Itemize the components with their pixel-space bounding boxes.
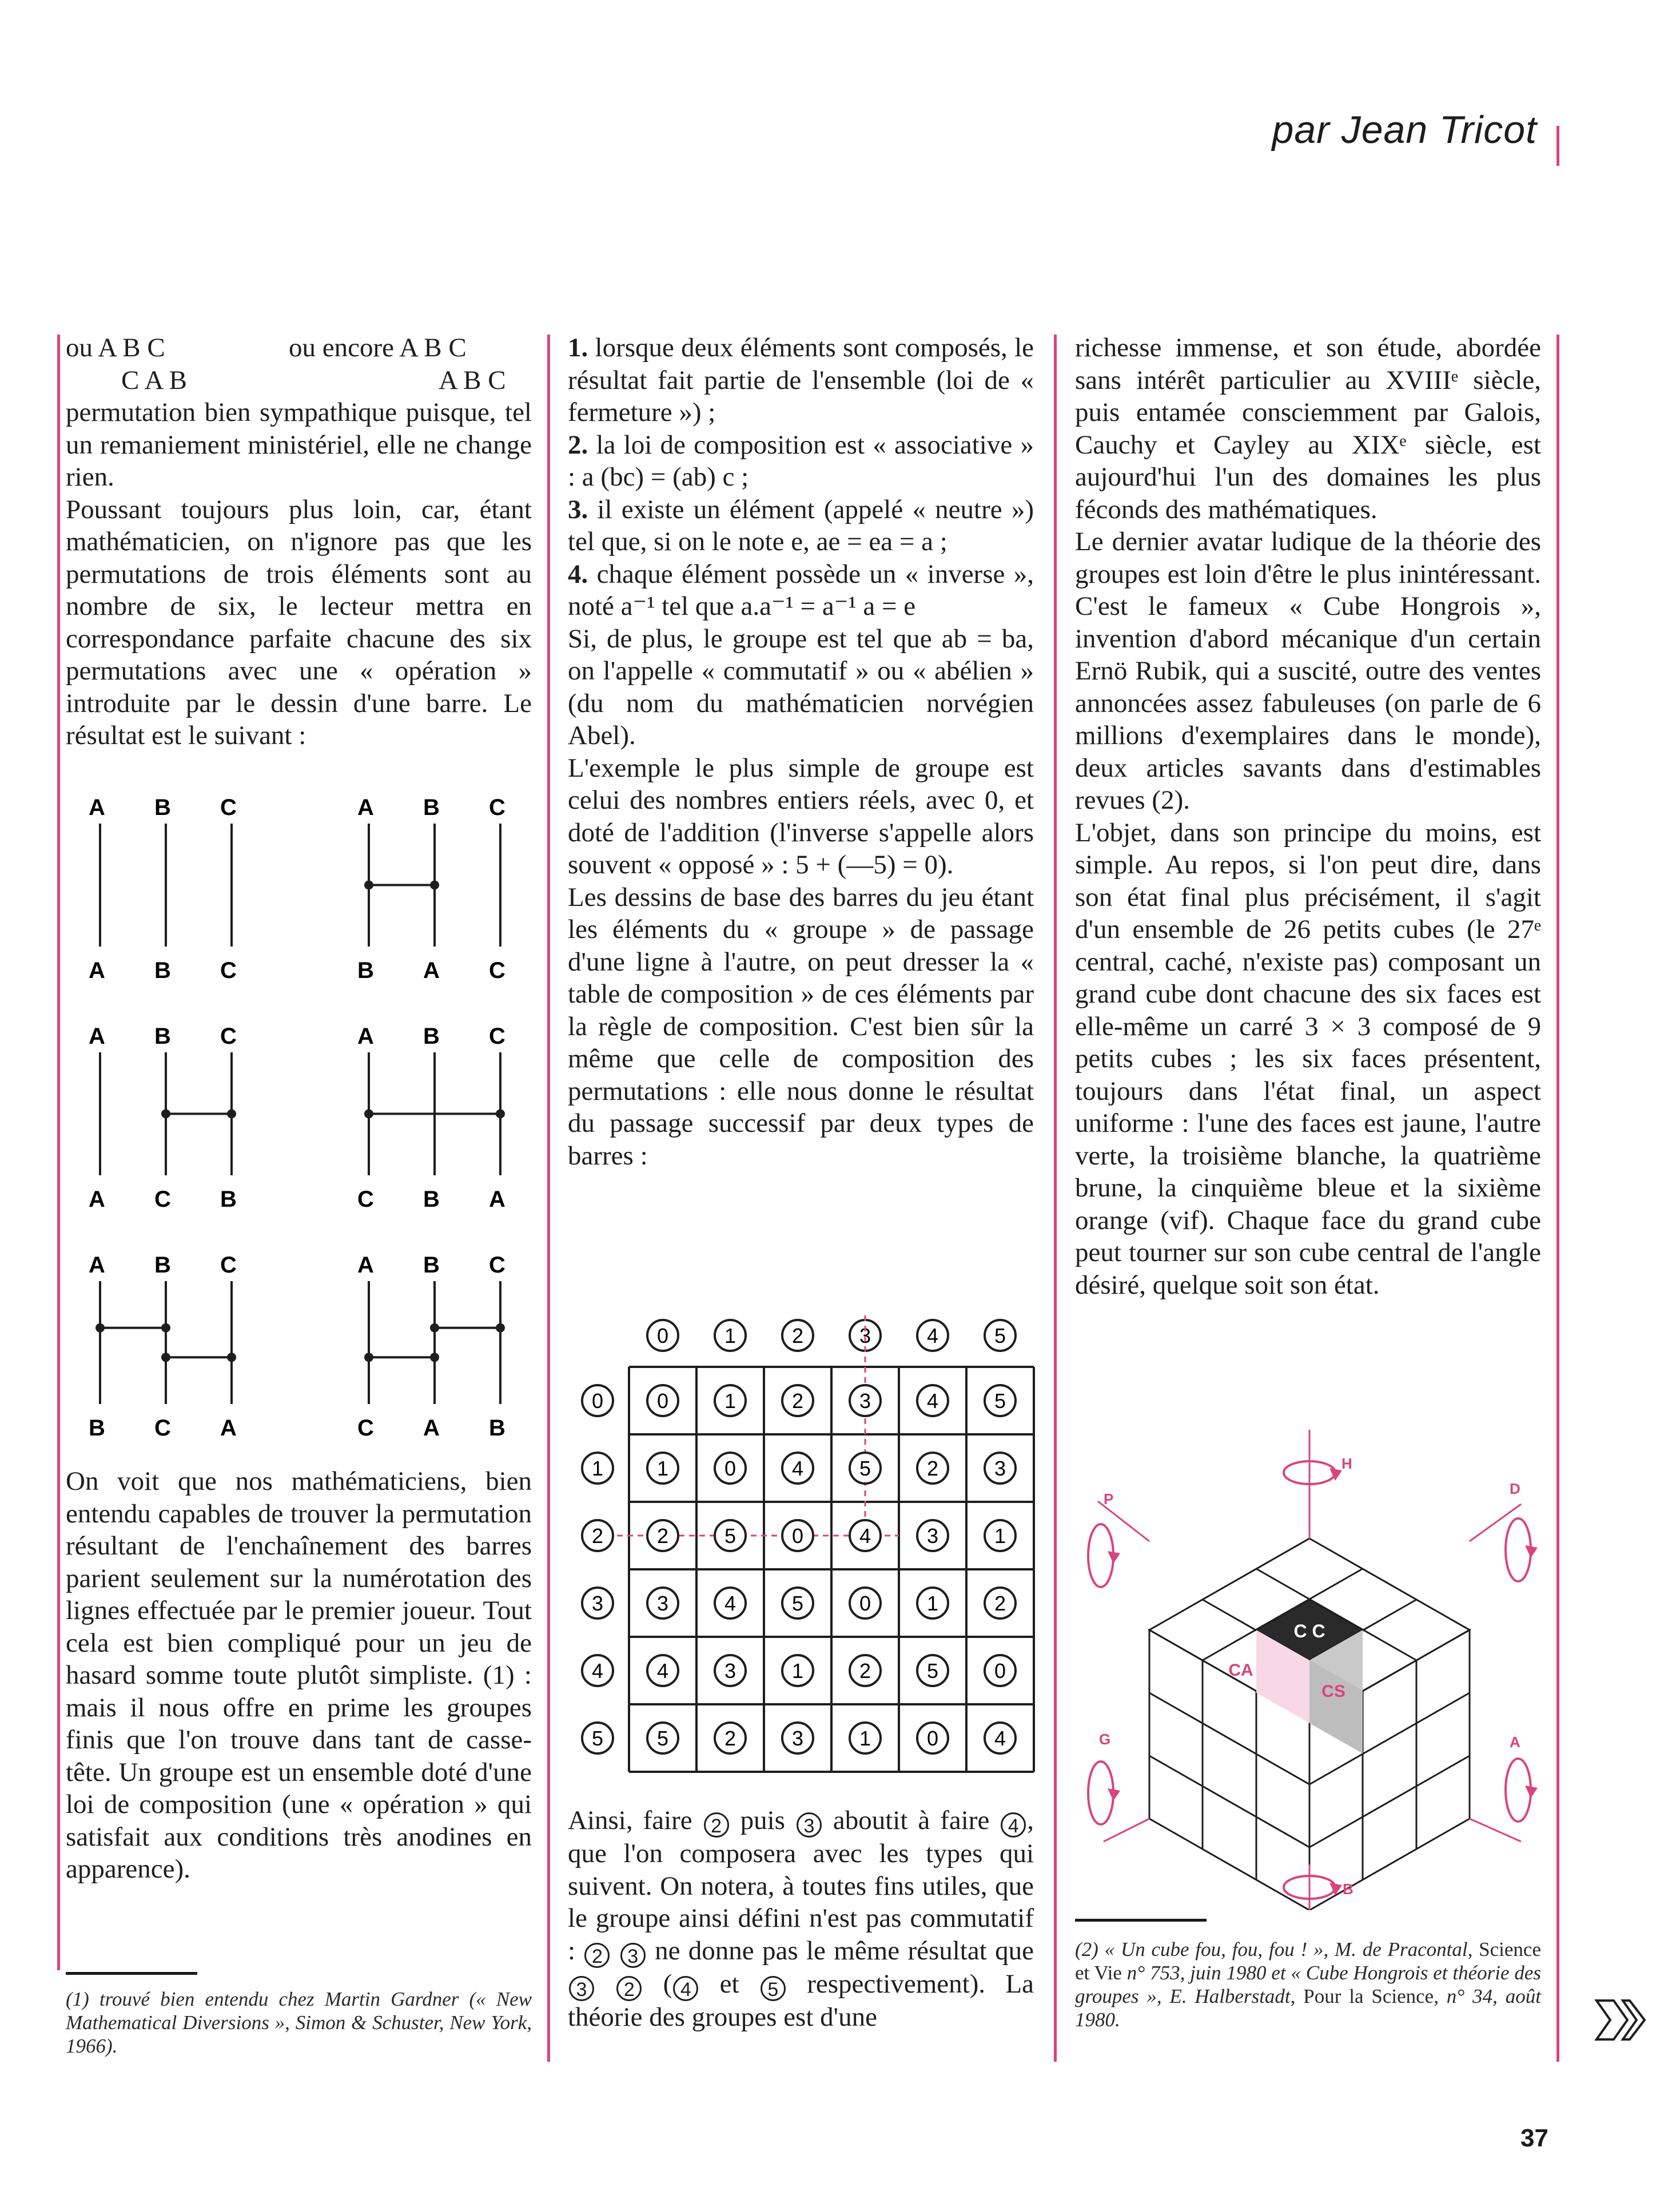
svg-text:4: 4 — [926, 1324, 939, 1347]
list-num: 2. — [568, 430, 588, 460]
circled-number: 3 — [797, 1812, 822, 1838]
table-row-label — [582, 1453, 613, 1484]
table-cell — [850, 1723, 881, 1753]
composition-table — [566, 1310, 1046, 1802]
table-cell — [647, 1385, 678, 1416]
svg-text:G: G — [1099, 1731, 1111, 1748]
circled-number: 3 — [620, 1943, 646, 1968]
svg-text:1: 1 — [724, 1324, 737, 1347]
svg-text:5: 5 — [724, 1524, 737, 1548]
svg-text:5: 5 — [994, 1389, 1006, 1413]
list-text: chaque élément possède un « inverse », noté a⁻¹ tel que a.a⁻¹ = a⁻¹ a = e — [568, 559, 1034, 621]
svg-text:3: 3 — [859, 1389, 871, 1413]
perm-top-label: A — [89, 1252, 105, 1278]
svg-text:5: 5 — [859, 1457, 871, 1480]
table-cell — [782, 1520, 813, 1551]
perm-top-label: B — [154, 795, 171, 820]
perm-bottom-label: A — [489, 1187, 505, 1212]
table-cell — [715, 1588, 746, 1619]
svg-text:2: 2 — [791, 1389, 804, 1413]
bar-dot — [227, 1353, 236, 1362]
permutation-diagram — [357, 1252, 505, 1441]
table-cell — [782, 1588, 813, 1619]
circled-number: 4 — [1001, 1812, 1026, 1838]
abc-text: ou encore A B C — [289, 333, 467, 363]
author-byline: par Jean Tricot — [1272, 108, 1537, 152]
svg-text:1: 1 — [994, 1524, 1006, 1548]
table-row-label — [582, 1723, 613, 1753]
bar-dot — [364, 1110, 373, 1119]
table-cell — [850, 1588, 881, 1619]
bar-dot — [161, 1323, 170, 1333]
svg-text:D: D — [1510, 1480, 1520, 1497]
perm-bottom-label: A — [423, 1415, 440, 1441]
cube-label-cs: CS — [1321, 1682, 1345, 1701]
perm-top-label: A — [357, 1252, 374, 1278]
svg-text:0: 0 — [994, 1659, 1006, 1683]
perm-bottom-label: C — [154, 1415, 171, 1441]
table-cell — [917, 1588, 948, 1619]
perm-bottom-label: C — [357, 1187, 374, 1212]
circled-number: 3 — [569, 1976, 594, 2001]
paragraph: Les dessins de base des barres du jeu étant les éléments du « groupe » de passage d'une ligne à l'autre, on peut dresser la « table de composition » de ces éléments par la règle de composition. C'est bien sûr la même que celle de composition des permutations : elle nous donne le résultat du passage successif par deux types de barres : — [568, 882, 1034, 1171]
margin-rule-top — [1556, 126, 1559, 166]
footnote-rule-1 — [66, 1972, 197, 1975]
abc-line-1 — [66, 332, 532, 364]
bar-dot — [496, 1323, 505, 1333]
perm-bottom-label: B — [423, 1187, 440, 1212]
footnote-1: (1) trouvé bien entendu chez Martin Gardner (« New Mathematical Diversions », Simon & Schuster, New York, 1966). — [66, 1988, 532, 2057]
table-cell — [985, 1588, 1016, 1619]
perm-bottom-label: A — [89, 1187, 105, 1212]
svg-text:1: 1 — [926, 1592, 939, 1615]
svg-text:0: 0 — [791, 1524, 804, 1548]
rotation-arrow-g-icon — [1088, 1731, 1120, 1824]
cube-label-ca: CA — [1228, 1661, 1253, 1680]
bar-dot — [227, 1110, 236, 1119]
svg-text:3: 3 — [791, 1727, 804, 1750]
table-cell — [917, 1520, 948, 1551]
col-rule-1 — [57, 335, 60, 1970]
perm-bottom-label: C — [220, 958, 237, 983]
abc-text: A B C — [439, 365, 506, 395]
perm-top-label: C — [489, 1252, 505, 1278]
bar-dot — [364, 1353, 373, 1362]
table-cell — [715, 1520, 746, 1551]
svg-text:4: 4 — [656, 1659, 669, 1683]
table-cell — [782, 1385, 813, 1416]
paragraph: On voit que nos mathématiciens, bien entendu capables de trouver la permutation résultant de l'enchaînement des barres parient seulement sur la numérotation des lignes effectuée par le premier joueur. Tout cela est bien compliqué pour un jeu de hasard somme toute plutôt simpliste. (1) : mais il nous offre en prime les groupes finis que l'on trouve dans tant de casse-tête. Un groupe est un ensemble doté d'une loi de composition (une « opération » qui satisfait aux conditions très anodines en apparence). — [66, 1466, 532, 1884]
permutation-diagram — [357, 1024, 505, 1212]
column-1 — [66, 332, 532, 752]
perm-bottom-label: B — [220, 1187, 237, 1212]
cube-body — [1149, 1538, 1470, 1910]
paragraph: Si, de plus, le groupe est tel que ab = ba, on l'appelle « commutatif » ou « abélien » (du nom du mathématicien norvégien Abel). — [568, 623, 1034, 750]
perm-top-label: A — [89, 795, 105, 820]
svg-text:2: 2 — [656, 1524, 669, 1548]
paragraph: Ainsi, faire 2 puis 3 aboutit à faire 4 , que l'on composera avec les types qui suivent. On notera, à toutes fins utiles, que le groupe ainsi défini n'est pas commutatif : 2 3 ne donne pas le même résultat que 3 2 ( 4 et 5 respectivement). La théorie des groupes est d'une — [568, 1806, 1034, 2032]
svg-text:4: 4 — [591, 1659, 604, 1683]
abc-text: ou A B C — [66, 333, 165, 363]
svg-text:2: 2 — [724, 1727, 737, 1750]
perm-top-label: B — [154, 1024, 171, 1049]
svg-text:5: 5 — [591, 1727, 604, 1750]
rotation-arrow-p-icon — [1088, 1490, 1120, 1587]
list-num: 1. — [568, 333, 588, 363]
table-cell — [850, 1385, 881, 1416]
end-of-article-icon — [1594, 1997, 1649, 2043]
table-cell — [782, 1453, 813, 1484]
perm-top-label: A — [89, 1024, 105, 1049]
table-cell — [647, 1588, 678, 1619]
circled-number: 2 — [584, 1943, 610, 1968]
perm-top-label: C — [220, 795, 237, 820]
cube-label-cc: C C — [1293, 1621, 1325, 1641]
table-row-label — [582, 1520, 613, 1551]
paragraph: Le dernier avatar ludique de la théorie des groupes est loin d'être le plus inintéressant. C'est le fameux « Cube Hongrois », invention d'abord mécanique d'un certain Ernö Rubik, qui a suscité, outre des ventes annoncées assez fabuleuses (on parle de 6 millions d'exemplaires dans le monde), deux articles savants dans d'estimables revues (2). — [1075, 527, 1541, 815]
rotation-axis — [1470, 1819, 1521, 1842]
column-2-lower — [568, 1804, 1034, 2033]
svg-text:2: 2 — [926, 1457, 939, 1480]
list-item — [568, 558, 1034, 623]
circled-number: 2 — [616, 1976, 642, 2001]
svg-text:2: 2 — [994, 1592, 1006, 1615]
rotation-axis — [1104, 1819, 1149, 1842]
svg-text:0: 0 — [656, 1324, 669, 1347]
svg-text:2: 2 — [791, 1324, 804, 1347]
table-row-label — [582, 1588, 613, 1619]
permutation-diagram — [89, 1252, 237, 1441]
perm-top-label: B — [423, 795, 440, 820]
table-cell — [985, 1655, 1016, 1686]
svg-text:5: 5 — [926, 1659, 939, 1683]
svg-text:2: 2 — [859, 1659, 871, 1683]
svg-text:3: 3 — [994, 1457, 1006, 1480]
bar-dot — [161, 1110, 170, 1119]
svg-text:1: 1 — [791, 1659, 804, 1683]
perm-bottom-label: B — [357, 958, 374, 983]
perm-top-label: C — [220, 1252, 237, 1278]
rubik-cube-illustration — [1069, 1418, 1550, 1910]
svg-text:0: 0 — [859, 1592, 871, 1615]
column-2 — [568, 332, 1034, 1172]
bar-dot — [496, 1110, 505, 1119]
svg-text:4: 4 — [724, 1592, 737, 1615]
bar-dot — [430, 1353, 439, 1362]
list-item — [568, 332, 1034, 429]
rotation-arrow-h-icon — [1284, 1455, 1352, 1484]
svg-text:5: 5 — [994, 1324, 1006, 1347]
perm-top-label: B — [423, 1252, 440, 1278]
table-cell — [985, 1520, 1016, 1551]
perm-top-label: B — [423, 1024, 440, 1049]
table-cell — [985, 1723, 1016, 1753]
circled-number: 2 — [704, 1812, 729, 1838]
perm-bottom-label: C — [489, 958, 505, 983]
perm-top-label: A — [357, 1024, 374, 1049]
circled-number: 5 — [761, 1976, 786, 2001]
table-header-cell — [985, 1320, 1016, 1351]
table-cell — [917, 1385, 948, 1416]
table-row-label — [582, 1385, 613, 1416]
rotation-axis — [1470, 1504, 1521, 1541]
permutation-diagrams — [69, 784, 526, 1464]
list-text: lorsque deux éléments sont composés, le résultat fait partie de l'ensemble (loi de « fermeture ») ; — [568, 333, 1034, 427]
table-cell — [647, 1520, 678, 1551]
table-cell — [850, 1655, 881, 1686]
table-header-cell — [715, 1320, 746, 1351]
bar-dot — [161, 1353, 170, 1362]
table-row-label — [582, 1655, 613, 1686]
svg-text:A: A — [1510, 1733, 1520, 1751]
table-cell — [647, 1655, 678, 1686]
rotation-arrow-a-icon — [1506, 1733, 1538, 1822]
perm-bottom-label: B — [489, 1415, 505, 1441]
svg-text:1: 1 — [591, 1457, 604, 1480]
table-cell — [782, 1723, 813, 1753]
table-cell — [647, 1453, 678, 1484]
svg-text:1: 1 — [724, 1389, 737, 1413]
table-cell — [985, 1385, 1016, 1416]
list-num: 4. — [568, 559, 588, 589]
svg-text:3: 3 — [591, 1592, 604, 1615]
perm-top-label: C — [489, 795, 505, 820]
list-text: la loi de composition est « associative » : a (bc) = (ab) c ; — [568, 430, 1034, 492]
rotation-arrow-d-icon — [1506, 1480, 1538, 1581]
column-1-lower — [66, 1465, 532, 1886]
svg-text:P: P — [1104, 1490, 1114, 1508]
circled-number: 4 — [673, 1976, 698, 2001]
permutation-diagram — [89, 795, 237, 983]
perm-bottom-label: A — [220, 1415, 237, 1441]
list-item — [568, 494, 1034, 558]
paragraph: permutation bien sympathique puisque, tel un remaniement ministériel, elle ne change rien. — [66, 397, 532, 492]
svg-text:0: 0 — [724, 1457, 737, 1480]
table-cell — [850, 1520, 881, 1551]
col-rule-2 — [547, 335, 550, 2062]
svg-text:4: 4 — [791, 1457, 804, 1480]
perm-top-label: B — [154, 1252, 171, 1278]
list-text: il existe un élément (appelé « neutre ») tel que, si on le note e, ae = ea = a ; — [568, 494, 1034, 556]
table-cell — [715, 1453, 746, 1484]
bar-dot — [364, 881, 373, 890]
svg-text:B: B — [1343, 1880, 1353, 1898]
svg-text:1: 1 — [656, 1457, 669, 1480]
svg-text:3: 3 — [859, 1324, 871, 1347]
svg-text:3: 3 — [724, 1659, 737, 1683]
table-cell — [917, 1723, 948, 1753]
svg-text:4: 4 — [926, 1389, 939, 1413]
footnote-rule-2 — [1075, 1919, 1207, 1922]
table-header-cell — [917, 1320, 948, 1351]
svg-text:4: 4 — [859, 1524, 871, 1548]
svg-text:2: 2 — [591, 1524, 604, 1548]
list-item — [568, 429, 1034, 494]
table-cell — [985, 1453, 1016, 1484]
col-rule-3 — [1054, 335, 1057, 2062]
table-cell — [782, 1655, 813, 1686]
bar-dot — [430, 1323, 439, 1333]
perm-top-label: C — [489, 1024, 505, 1049]
paragraph: Poussant toujours plus loin, car, étant mathématicien, on n'ignore pas que les permutations de trois éléments sont au nombre de six, le lecteur mettra en correspondance parfaite chacune des six permutations avec une « opération » introduite par le dessin d'une barre. Le résultat est le suivant : — [66, 494, 532, 750]
paragraph: L'objet, dans son principe du moins, est simple. Au repos, si l'on peut dire, dans son état final plus précisément, il s'agit d'un ensemble de 26 petits cubes (le 27ᵉ central, caché, n'existe pas) composant un grand cube dont chacune des six faces est elle-même un carré 3 × 3 composé de 9 petits cubes ; les six faces présentent, toujours dans l'état final, un aspect uniforme : l'une des faces est jaune, l'autre verte, la troisième blanche, la quatrième brune, la cinquième bleue et la sixième orange (vif). Chaque face du grand cube peut tourner sur son cube central de l'angle désiré, quelque soit son état. — [1075, 817, 1541, 1300]
perm-bottom-label: C — [357, 1415, 374, 1441]
table-header-cell — [782, 1320, 813, 1351]
svg-text:3: 3 — [656, 1592, 669, 1615]
list-num: 3. — [568, 494, 588, 524]
abc-text: C A B — [121, 365, 187, 395]
perm-bottom-label: A — [89, 958, 105, 983]
svg-text:3: 3 — [926, 1524, 939, 1548]
svg-text:4: 4 — [994, 1727, 1006, 1750]
table-cell — [917, 1655, 948, 1686]
footnote-2: (2) « Un cube fou, fou, fou ! », M. de Pracontal, Science et Vie n° 753, juin 1980 et « Cube Hongrois et théorie des groupes », E. Halberstadt, Pour la Science, n° 34, août 1980. — [1075, 1938, 1542, 2031]
page-number: 37 — [1520, 2124, 1548, 2152]
permutation-diagram — [357, 795, 505, 983]
permutation-diagram — [89, 1024, 237, 1212]
table-cell — [715, 1385, 746, 1416]
svg-text:H: H — [1341, 1455, 1352, 1472]
col-rule-4 — [1556, 335, 1559, 2062]
paragraph: L'exemple le plus simple de groupe est celui des nombres entiers réels, avec 0, et doté de l'addition (l'inverse s'appelle alors souvent « opposé » : 5 + (—5) = 0). — [568, 753, 1034, 880]
paragraph: richesse immense, et son étude, abordée sans intérêt particulier au XVIIIᵉ siècle, puis entamée consciemment par Galois, Cauchy et Cayley au XIXᵉ siècle, est aujourd'hui l'un des domaines les plus féconds des mathématiques. — [1075, 333, 1541, 524]
rotation-arrow-b-icon — [1284, 1876, 1353, 1899]
bar-dot — [95, 1323, 105, 1333]
perm-bottom-label: B — [89, 1415, 105, 1441]
column-3 — [1075, 332, 1541, 1301]
perm-top-label: A — [357, 795, 374, 820]
perm-bottom-label: A — [423, 958, 440, 983]
table-header-cell — [850, 1320, 881, 1351]
bar-dot — [430, 881, 439, 890]
table-cell — [850, 1453, 881, 1484]
table-cell — [715, 1655, 746, 1686]
perm-bottom-label: B — [154, 958, 171, 983]
svg-text:5: 5 — [791, 1592, 804, 1615]
table-cell — [715, 1723, 746, 1753]
svg-text:0: 0 — [926, 1727, 939, 1750]
svg-text:0: 0 — [591, 1389, 604, 1413]
table-cell — [647, 1723, 678, 1753]
table-header-cell — [647, 1320, 678, 1351]
perm-bottom-label: C — [154, 1187, 171, 1212]
svg-text:5: 5 — [656, 1727, 669, 1750]
svg-text:1: 1 — [859, 1727, 871, 1750]
svg-text:0: 0 — [656, 1389, 669, 1413]
abc-line-2 — [66, 364, 532, 397]
perm-top-label: C — [220, 1024, 237, 1049]
table-cell — [917, 1453, 948, 1484]
